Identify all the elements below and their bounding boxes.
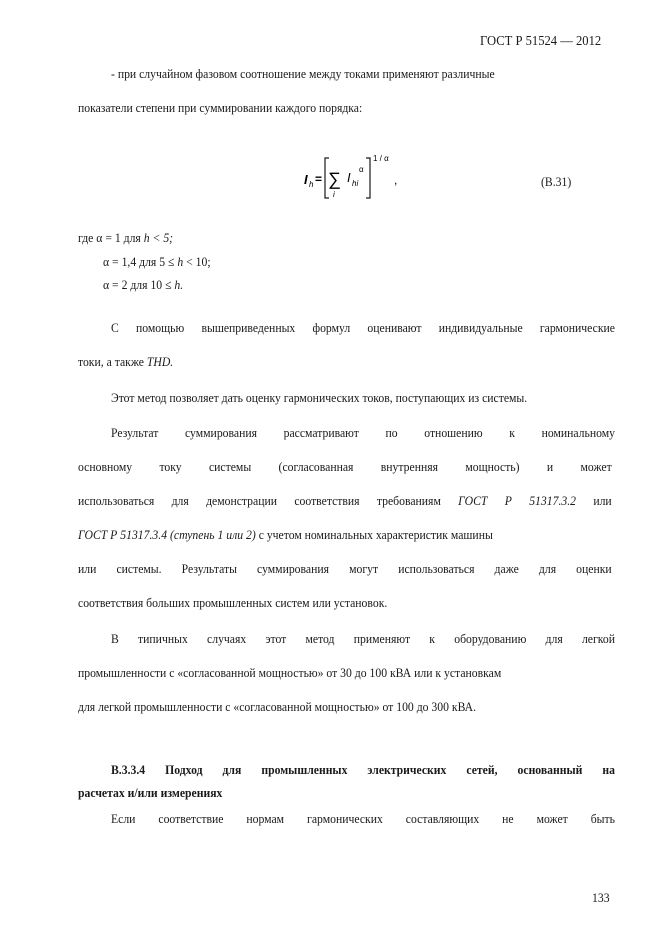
paragraph-line: Результат суммирования рассматривают по отношению к номинальному	[111, 425, 615, 440]
condition-text: где α = 1 для	[78, 230, 144, 245]
condition-text: α = 2 для 10 ≤	[103, 277, 175, 292]
formula-trailing-comma: ,	[394, 173, 398, 187]
paragraph-text: токи, а также	[78, 354, 147, 369]
condition-h: h < 5;	[143, 230, 174, 245]
paragraph-line: промышленности с «согласованной мощностью» от 30 до 100 кВА или к установкам	[78, 665, 502, 680]
condition-line	[103, 277, 183, 293]
formula-number: (В.31)	[541, 174, 572, 189]
paragraph-line: В типичных случаях этот метод применяют к оборудованию для легкой	[111, 631, 615, 646]
formula-b31	[300, 148, 410, 208]
paragraph-line: Этот метод позволяет дать оценку гармонических токов, поступающих из системы.	[111, 390, 528, 405]
formula-equals: =	[315, 172, 323, 186]
document-header: ГОСТ Р 51524 — 2012	[479, 34, 602, 49]
paragraph-line: Если соответствие нормам гармонических составляющих не может быть	[111, 811, 615, 826]
paragraph-text: или	[576, 493, 612, 508]
right-bracket	[366, 158, 370, 198]
paragraph-line: С помощью вышеприведенных формул оценивают индивидуальные гармонические	[111, 320, 615, 335]
formula-term-sub: hi	[352, 179, 359, 188]
formula-outer-power: 1 / α	[373, 154, 389, 163]
formula-sum-index: i	[333, 190, 335, 199]
paragraph-text: с учетом номинальных характеристик машины	[255, 527, 493, 542]
formula-term-power: α	[359, 165, 364, 174]
formula-lhs-sub: h	[309, 180, 314, 189]
paragraph-line: соответствия больших промышленных систем или установок.	[78, 595, 388, 610]
paragraph-line: или системы. Результаты суммирования могут использоваться даже для оценки	[78, 561, 612, 576]
thd-term: THD.	[146, 354, 174, 369]
condition-h: h.	[174, 277, 184, 292]
paragraph-text: использоваться для демонстрации соответствия требованиям	[78, 493, 459, 508]
formula-sum-symbol: ∑	[328, 169, 341, 189]
condition-h: h	[177, 254, 184, 269]
condition-line	[103, 254, 211, 270]
intro-line: показатели степени при суммировании каждого порядка:	[78, 100, 363, 115]
page-number: 133	[592, 890, 610, 905]
paragraph-line	[78, 527, 493, 543]
formula-svg	[300, 148, 410, 208]
formula-term: I	[347, 170, 351, 185]
standard-reference: ГОСТ Р 51317.3.2	[458, 493, 577, 508]
section-heading: расчетах и/или измерениях	[78, 785, 223, 800]
paragraph-line	[78, 354, 173, 370]
paragraph-line: основному току системы (согласованная внутренняя мощность) и может	[78, 459, 612, 474]
intro-line: - при случайном фазовом соотношение между токами применяют различные	[111, 66, 495, 81]
condition-text: < 10;	[183, 254, 211, 269]
section-heading: В.3.3.4 Подход для промышленных электрических сетей, основанный на	[111, 762, 615, 777]
formula-lhs: I	[304, 172, 308, 187]
standard-reference: ГОСТ Р 51317.3.4 (ступень 1 или 2)	[78, 527, 256, 542]
condition-text: α = 1,4 для 5 ≤	[103, 254, 178, 269]
paragraph-line	[78, 493, 612, 509]
paragraph-line: для легкой промышленности с «согласованной мощностью» от 100 до 300 кВА.	[78, 699, 477, 714]
condition-line	[78, 230, 173, 246]
